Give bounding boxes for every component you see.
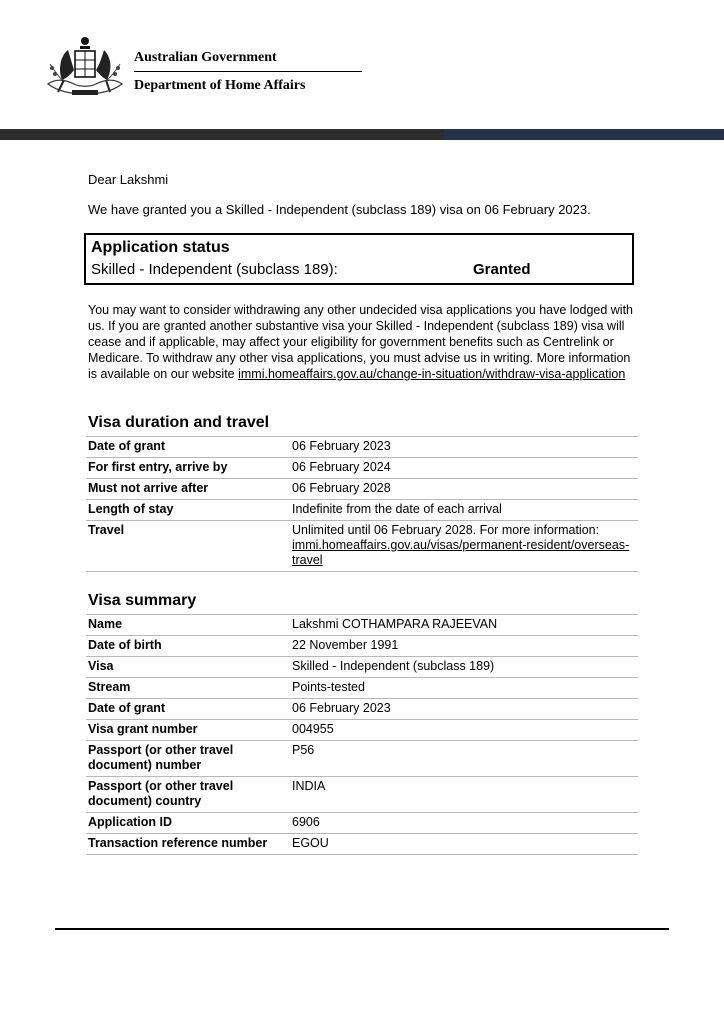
government-name: Australian Government [134, 49, 362, 72]
table-row [86, 636, 638, 657]
row-label: Transaction reference number [86, 834, 290, 855]
row-value: 06 February 2028 [290, 479, 638, 500]
table-row [86, 741, 638, 777]
advice-text: You may want to consider withdrawing any other undecided visa applications you have lodged with us. If you are granted another substantive visa your Skilled - Independent (subclass 189) visa will cease and if applicable, may affect your eligibility for government benefits such as Centrelink or Medicare. To withdraw any other visa applications, you must advise us in writing. More information is available on our website [88, 303, 634, 381]
application-status-box [84, 233, 634, 285]
table-row [86, 479, 638, 500]
row-label: Name [86, 615, 290, 636]
row-label: Must not arrive after [86, 479, 290, 500]
letter-intro [88, 172, 640, 218]
duration-title: Visa duration and travel [88, 414, 270, 431]
row-value: EGOU [290, 834, 638, 855]
status-title: Application status [91, 239, 230, 256]
status-visa-label: Skilled - Independent (subclass 189): [91, 261, 338, 278]
travel-link[interactable]: immi.homeaffairs.gov.au/visas/permanent-resident/overseas-travel [292, 538, 630, 567]
row-label: Length of stay [86, 500, 290, 521]
row-label: Travel [86, 521, 290, 572]
summary-table [86, 614, 638, 855]
header-bar-accent [444, 129, 724, 140]
table-row [86, 657, 638, 678]
table-row [86, 777, 638, 813]
row-value: 06 February 2023 [290, 699, 638, 720]
department-name: Department of Home Affairs [134, 78, 306, 93]
row-value: 22 November 1991 [290, 636, 638, 657]
row-label: Passport (or other travel document) country [86, 777, 290, 813]
table-row [86, 678, 638, 699]
row-label: Application ID [86, 813, 290, 834]
withdraw-link[interactable]: immi.homeaffairs.gov.au/change-in-situation/withdraw-visa-application [238, 367, 626, 381]
table-row [86, 437, 638, 458]
row-label: Stream [86, 678, 290, 699]
row-value: P56 [290, 741, 638, 777]
grant-statement: We have granted you a Skilled - Independent (subclass 189) visa on 06 February 2023. [88, 202, 591, 217]
row-label: Date of grant [86, 699, 290, 720]
row-label: Date of grant [86, 437, 290, 458]
agency-name [134, 49, 362, 95]
row-value: Skilled - Independent (subclass 189) [290, 657, 638, 678]
greeting: Dear Lakshmi [88, 172, 169, 187]
row-value: Points-tested [290, 678, 638, 699]
row-label: Visa [86, 657, 290, 678]
table-row [86, 720, 638, 741]
row-label: For first entry, arrive by [86, 458, 290, 479]
row-value: INDIA [290, 777, 638, 813]
row-label: Date of birth [86, 636, 290, 657]
table-row [86, 458, 638, 479]
table-row [86, 500, 638, 521]
status-value: Granted [473, 261, 531, 278]
travel-text: Unlimited until 06 February 2028. For more information: [292, 523, 600, 537]
status-row [91, 259, 627, 281]
summary-title: Visa summary [88, 592, 197, 609]
table-row [86, 834, 638, 855]
withdraw-advice [88, 302, 636, 382]
table-row [86, 521, 638, 572]
header-bar [0, 129, 724, 140]
row-label: Visa grant number [86, 720, 290, 741]
table-row [86, 615, 638, 636]
letterhead [44, 34, 344, 104]
row-value: 004955 [290, 720, 638, 741]
row-label: Passport (or other travel document) number [86, 741, 290, 777]
row-value: 06 February 2023 [290, 437, 638, 458]
footer-divider [55, 928, 669, 930]
row-value [290, 521, 638, 572]
duration-table [86, 436, 638, 572]
coat-of-arms-icon [44, 34, 126, 100]
table-row [86, 699, 638, 720]
row-value: 6906 [290, 813, 638, 834]
row-value: Indefinite from the date of each arrival [290, 500, 638, 521]
row-value: Lakshmi COTHAMPARA RAJEEVAN [290, 615, 638, 636]
row-value: 06 February 2024 [290, 458, 638, 479]
table-row [86, 813, 638, 834]
